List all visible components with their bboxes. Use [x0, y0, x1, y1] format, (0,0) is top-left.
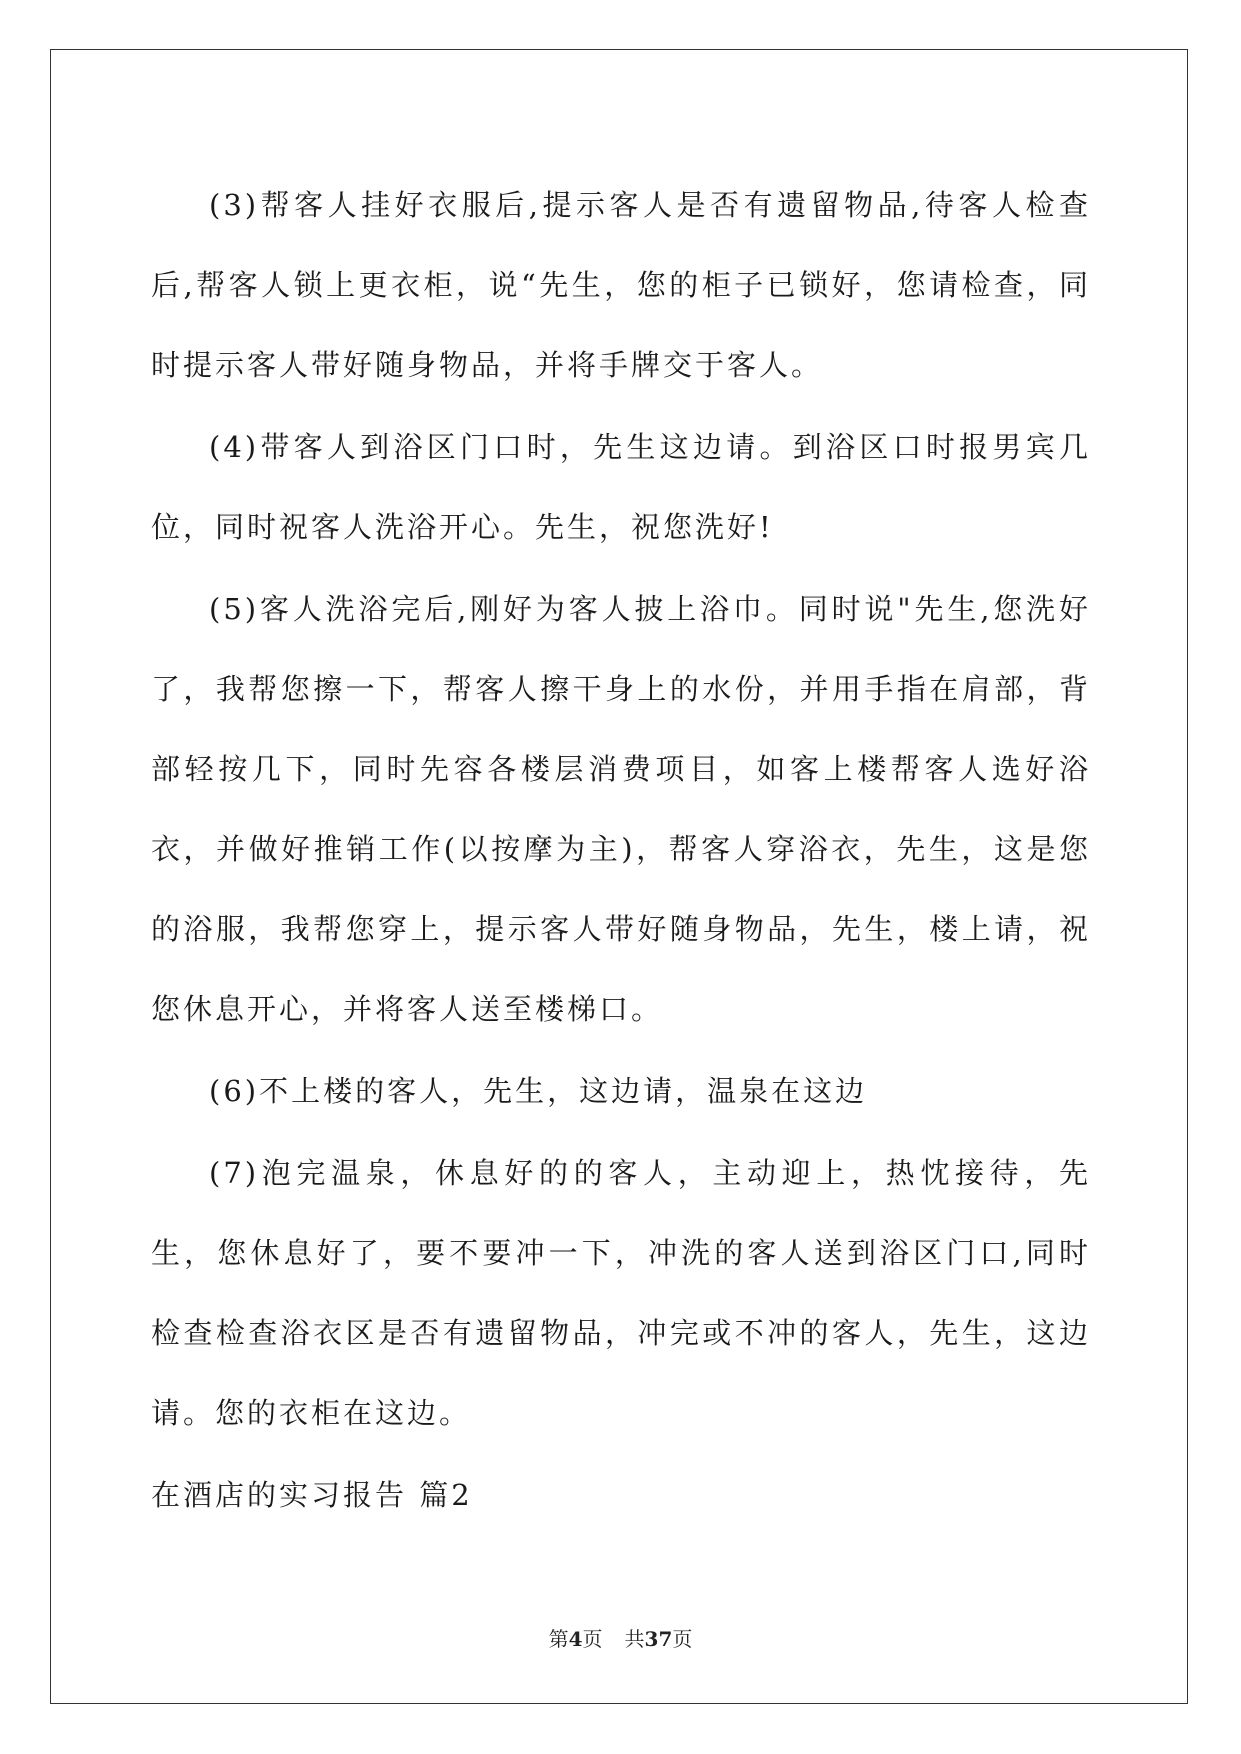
page-footer — [0, 1623, 1241, 1652]
paragraph-6: (6)不上楼的客人，先生，这边请，温泉在这边 — [209, 1074, 868, 1108]
footer-prefix: 第 — [548, 1627, 569, 1651]
paragraph-4: (4)带客人到浴区门口时，先生这边请。到浴区口时报男宾几位，同时祝客人洗浴开心。先生，祝您洗好! — [151, 430, 1091, 544]
section-heading: 在酒店的实习报告 篇2 — [151, 1478, 473, 1512]
paragraph-3: (3)帮客人挂好衣服后,提示客人是否有遗留物品,待客人检查后,帮客人锁上更衣柜，说“先生，您的柜子已锁好，您请检查，同时提示客人带好随身物品，并将手牌交于客人。 — [151, 188, 1091, 382]
footer-total-suffix: 页 — [672, 1627, 693, 1651]
paragraph-5: (5)客人洗浴完后,刚好为客人披上浴巾。同时说"先生,您洗好了，我帮您擦一下，帮客人擦干身上的水份，并用手指在肩部，背部轻按几下，同时先容各楼层消费项目，如客上楼帮客人选好浴衣，并做好推销工作(以按摩为主)，帮客人穿浴衣，先生，这是您的浴服，我帮您穿上，提示客人带好随身物品，先生，楼上请，祝您休息开心，并将客人送至楼梯口。 — [151, 592, 1091, 1026]
paragraph-7: (7)泡完温泉，休息好的的客人，主动迎上，热忱接待，先生，您休息好了，要不要冲一下，冲洗的客人送到浴区门口,同时检查检查浴衣区是否有遗留物品，冲完或不冲的客人，先生，这边请。您的衣柜在这边。 — [151, 1156, 1091, 1430]
footer-total-pages: 37 — [644, 1627, 673, 1651]
footer-page-number: 4 — [568, 1627, 583, 1651]
footer-page-suffix: 页 — [582, 1627, 603, 1651]
document-body — [151, 165, 1091, 1535]
footer-total-prefix: 共 — [624, 1627, 645, 1651]
